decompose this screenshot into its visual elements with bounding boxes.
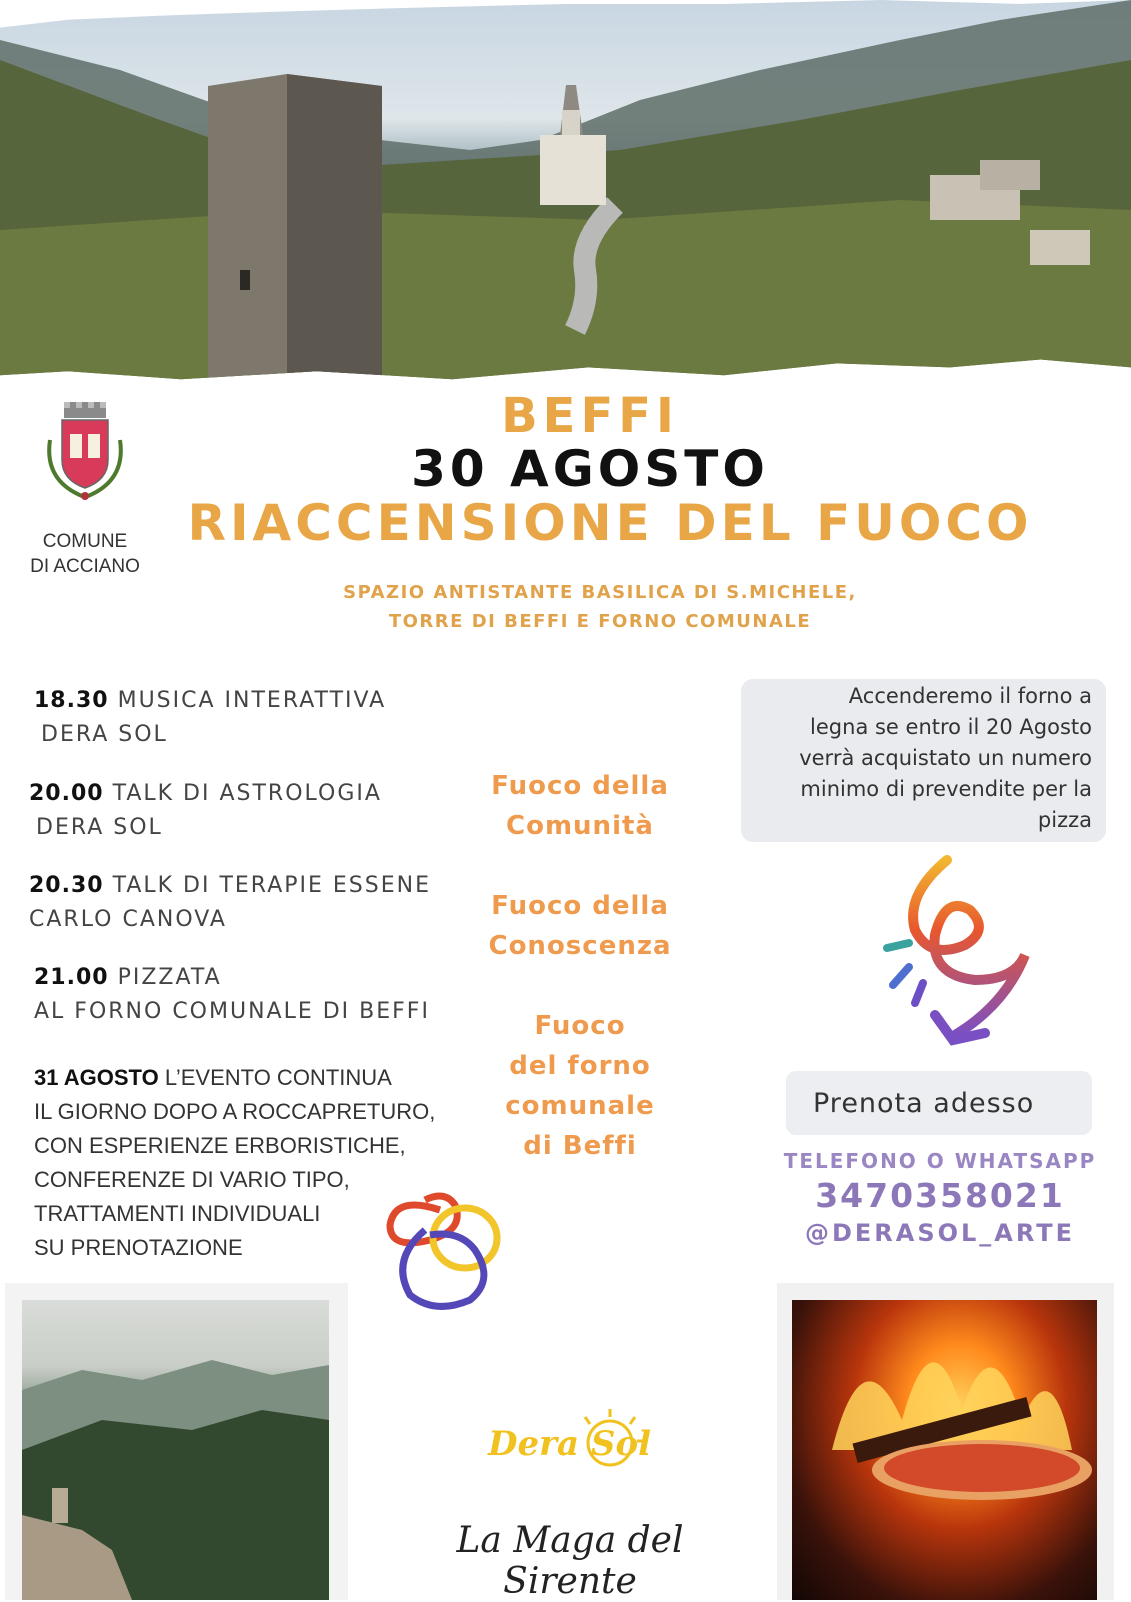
info-line: verrà acquistato un numero	[799, 746, 1092, 770]
schedule-time: 20.00	[29, 781, 104, 806]
oven-info-text	[752, 681, 1092, 836]
continuation-date: 31 AGOSTO	[34, 1065, 159, 1090]
info-line: pizza	[1037, 808, 1092, 832]
derasol-logo-text: Dera Sol	[488, 1424, 652, 1464]
venue-line-1: SPAZIO ANTISTANTE BASILICA DI S.MICHELE,	[343, 582, 857, 603]
fuoco-label: comunale	[505, 1091, 655, 1121]
phone-number: 3470358021	[815, 1176, 1065, 1215]
info-line: Accenderemo il forno a	[848, 684, 1092, 708]
schedule-time: 21.00	[34, 965, 109, 990]
schedule-speaker: DERA SOL	[36, 815, 163, 840]
schedule-item	[29, 869, 431, 937]
schedule-title: TALK DI ASTROLOGIA	[112, 781, 382, 806]
schedule-title: MUSICA INTERATTIVA	[117, 688, 387, 713]
event-date: 30 AGOSTO	[411, 440, 769, 498]
hero-landscape-photo	[0, 0, 1131, 395]
fuoco-comunita	[470, 766, 690, 846]
fuoco-forno	[470, 1006, 690, 1166]
venue-line-2: TORRE DI BEFFI E FORNO COMUNALE	[388, 611, 812, 632]
schedule-item	[29, 777, 382, 845]
maga-del-sirente-signature: La Maga del Sirente	[456, 1520, 684, 1602]
contact-label: TELEFONO O WHATSAPP	[783, 1149, 1097, 1173]
schedule-item	[34, 684, 386, 752]
info-line: minimo di prevendite per la	[800, 777, 1092, 801]
fuoco-label: Fuoco	[534, 1011, 626, 1041]
schedule-title: TALK DI TERAPIE ESSENE	[112, 873, 431, 898]
schedule-title: PIZZATA	[117, 965, 222, 990]
continuation-line: IL GIORNO DOPO A ROCCAPRETURO,	[34, 1099, 436, 1124]
schedule-time: 20.30	[29, 873, 104, 898]
wood-oven-pizza-photo	[792, 1300, 1097, 1600]
fuoco-label: Fuoco della	[491, 891, 669, 921]
event-title: RIACCENSIONE DEL FUOCO	[187, 494, 1033, 552]
oven-info-box	[741, 679, 1106, 842]
continuation-block	[34, 1061, 435, 1265]
comune-name-line2: DI ACCIANO	[30, 556, 140, 577]
fuoco-label: Fuoco della	[491, 771, 669, 801]
fuoco-label: Conoscenza	[488, 931, 672, 961]
mountain-tower-photo	[22, 1300, 329, 1600]
fuoco-label: di Beffi	[523, 1131, 637, 1161]
continuation-line: CONFERENZE DI VARIO TIPO,	[34, 1167, 350, 1192]
info-line: legna se entro il 20 Agosto	[810, 715, 1092, 739]
schedule-time: 18.30	[34, 688, 109, 713]
book-now-button[interactable]: Prenota adesso	[786, 1071, 1092, 1135]
continuation-line: L’EVENTO CONTINUA	[164, 1065, 392, 1090]
place-title: BEFFI	[501, 388, 679, 444]
fuoco-label: Comunità	[506, 811, 654, 841]
continuation-line: TRATTAMENTI INDIVIDUALI	[34, 1201, 321, 1226]
fuoco-conoscenza	[470, 886, 690, 966]
schedule-speaker: DERA SOL	[41, 722, 168, 747]
social-handle: @DERASOL_ARTE	[804, 1219, 1076, 1247]
schedule-item	[34, 961, 430, 1029]
swirl-arrow-icon	[875, 855, 1045, 1065]
schedule-speaker: AL FORNO COMUNALE DI BEFFI	[34, 999, 430, 1024]
colored-loops-decoration-icon	[385, 1190, 515, 1320]
comune-name-line1: COMUNE	[42, 531, 128, 552]
fuoco-label: del forno	[509, 1051, 651, 1081]
comune-crest-icon	[42, 400, 128, 510]
schedule-speaker: CARLO CANOVA	[29, 907, 227, 932]
continuation-line: CON ESPERIENZE ERBORISTICHE,	[34, 1133, 406, 1158]
continuation-line: SU PRENOTAZIONE	[34, 1235, 243, 1260]
